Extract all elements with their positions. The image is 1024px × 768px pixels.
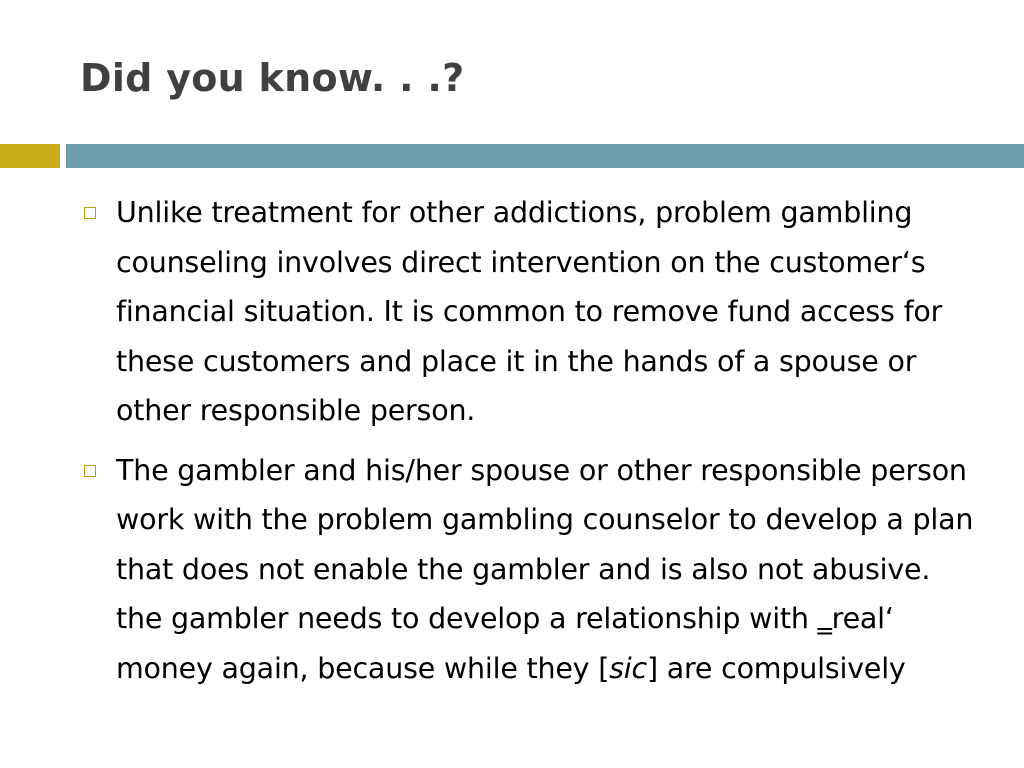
bullet-item-1 xyxy=(80,188,980,436)
accent-bar-teal xyxy=(66,144,1024,168)
bullet-text-2-part-1: The gambler and his/her spouse or other responsible person work with the problem gambling counselor to develop a plan that does not enable the gambler and is also not abusive. the gambler needs to develop a relationship with ‗real‘ money again, because while they [ xyxy=(116,453,974,685)
bullet-text-1: Unlike treatment for other addictions, problem gambling counseling involves direct intervention on the customer‘s financial situation. It is common to remove fund access for these customers and place it in the hands of a spouse or other responsible person. xyxy=(116,196,943,427)
hollow-square-bullet-icon xyxy=(84,465,96,477)
sic-italic-text: sic xyxy=(609,651,647,685)
bullet-item-2 xyxy=(80,446,980,694)
slide-title: Did you know. . .? xyxy=(80,56,465,100)
bullet-text-2 xyxy=(116,446,980,694)
accent-bar-gold xyxy=(0,144,60,168)
bullet-text-2-part-2: ] are compulsively xyxy=(646,651,906,685)
bullet-list xyxy=(80,188,980,703)
hollow-square-bullet-icon xyxy=(84,207,96,219)
